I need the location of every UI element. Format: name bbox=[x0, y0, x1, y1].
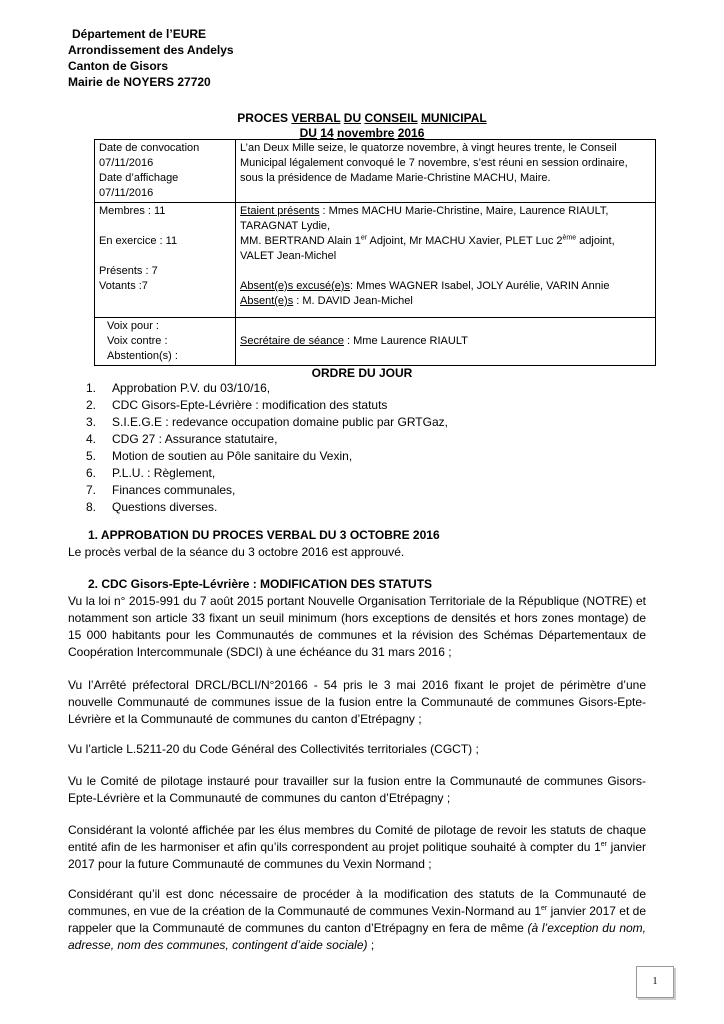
secretaire-name: : Mme Laurence RIAULT bbox=[343, 335, 468, 347]
absents-label: Absent(e)s bbox=[240, 295, 294, 307]
section2-paragraph: Vu la loi n° 2015-991 du 7 août 2015 portant Nouvelle Organisation Territoriale de la République (NOTRE) et notamment son article 33 fixant un seuil minimum (hors exceptions de densités et hors zones montage) de 15 000 habitants pour les Communautés de communes et la révision des Schémas Départementaux de Coopération Intercommunale (SDCI) à une échéance du 31 mars 2016 ; bbox=[68, 594, 646, 659]
absents-list: : M. DAVID Jean-Michel bbox=[293, 295, 413, 307]
presents-count: Présents : 7 bbox=[99, 265, 158, 277]
en-exercice-count: En exercice : 11 bbox=[99, 235, 178, 247]
title-word: MUNICIPAL bbox=[420, 111, 487, 125]
agenda-text: P.L.U. : Règlement, bbox=[112, 466, 216, 480]
presents-men-text: adjoint, VALET Jean-Michel bbox=[240, 235, 615, 262]
agenda-number: 8. bbox=[86, 500, 97, 514]
convocation-date: 07/11/2016 bbox=[99, 157, 154, 169]
paragraph-text: Considérant qu’il est donc nécessaire de procéder à la modification des statuts de la Communauté de communes, en vue de la création de la Communauté de communes Vexin-Normand au 1 bbox=[68, 887, 646, 918]
agenda-number: 4. bbox=[86, 432, 97, 446]
title-word: CONSEIL bbox=[364, 111, 418, 125]
agenda-item bbox=[86, 397, 448, 414]
abstention: Abstention(s) : bbox=[107, 350, 178, 362]
section1-text: Le procès verbal de la séance du 3 octobre 2016 est approuvé. bbox=[68, 545, 405, 559]
agenda-number: 5. bbox=[86, 449, 97, 463]
title-day: 14 bbox=[320, 126, 334, 140]
absents-paragraph bbox=[240, 294, 651, 309]
session-info-table bbox=[94, 139, 656, 366]
presents-men-text: MM. BERTRAND Alain 1 bbox=[240, 235, 361, 247]
paragraph-text: Considérant la volonté affichée par les élus membres du Comité de pilotage de revoir les statuts de chaque entité afin de les harmoniser et afin qu’ils correspondent au projet politique souhaité à compter du 1 bbox=[68, 823, 646, 854]
section2-paragraph bbox=[68, 886, 646, 954]
agenda-text: S.I.E.G.E : redevance occupation domaine public par GRTGaz, bbox=[112, 415, 448, 429]
section2-paragraph bbox=[68, 822, 646, 873]
title-year: 2016 bbox=[397, 126, 425, 140]
dates-cell bbox=[95, 140, 236, 203]
paragraph-text: ; bbox=[367, 938, 375, 952]
agenda-list bbox=[86, 380, 448, 516]
superscript: er bbox=[541, 905, 548, 912]
secretary-cell bbox=[236, 318, 656, 366]
superscript: er bbox=[600, 841, 607, 848]
votants-count: Votants :7 bbox=[99, 280, 148, 292]
agenda-heading: ORDRE DU JOUR bbox=[311, 366, 413, 380]
presents-label: Etaient présents bbox=[240, 205, 320, 217]
presents-list: : Mmes MACHU Marie-Christine, Maire, Laurence RIAULT, TARAGNAT Lydie, bbox=[240, 205, 609, 232]
canton-line: Canton de Gisors bbox=[68, 59, 169, 73]
agenda-number: 2. bbox=[86, 398, 97, 412]
agenda-number: 3. bbox=[86, 415, 97, 429]
excuses-paragraph bbox=[240, 279, 651, 294]
title-word: DU bbox=[299, 126, 317, 140]
department-line: Département de l’EURE bbox=[72, 27, 207, 41]
page-number: 1 bbox=[636, 966, 674, 998]
agenda-text: Motion de soutien au Pôle sanitaire du Vexin, bbox=[112, 449, 353, 463]
agenda-text: CDG 27 : Assurance statutaire, bbox=[112, 432, 278, 446]
agenda-item bbox=[86, 448, 448, 465]
agenda-text: Approbation P.V. du 03/10/16, bbox=[112, 381, 271, 395]
agenda-number: 1. bbox=[86, 381, 97, 395]
superscript: er bbox=[360, 234, 368, 242]
superscript: ème bbox=[562, 234, 577, 242]
arrondissement-line: Arrondissement des Andelys bbox=[68, 43, 234, 57]
agenda-item bbox=[86, 414, 448, 431]
section2-paragraph: Vu l’Arrêté préfectoral DRCL/BCLI/N°20166 - 54 pris le 3 mai 2016 fixant le projet de périmètre d’une nouvelle Communauté de communes issue de la fusion entre la Communauté de communes Gisors-Epte-Lévrière et la Communauté de communes du canton d’Etrépagny ; bbox=[68, 678, 646, 726]
italic-text: (à l’exception du nom, adresse, nom des communes, contingent d’aide sociale) bbox=[68, 921, 646, 952]
paragraph-text: janvier 2017 pour la future Communauté de communes du Vexin Normand ; bbox=[68, 840, 647, 871]
agenda-text: Questions diverses. bbox=[112, 500, 218, 514]
title-word: PROCES bbox=[237, 111, 288, 125]
agenda-item bbox=[86, 380, 448, 397]
letterhead bbox=[68, 26, 234, 90]
affichage-label: Date d’affichage bbox=[99, 172, 179, 184]
excuses-label: Absent(e)s excusé(e)s bbox=[240, 280, 351, 292]
attendance-cell bbox=[236, 203, 656, 318]
agenda-item bbox=[86, 431, 448, 448]
title-word: DU bbox=[343, 111, 362, 125]
affichage-date: 07/11/2016 bbox=[99, 187, 154, 199]
agenda-item bbox=[86, 499, 448, 516]
membres-count: Membres : 11 bbox=[99, 205, 166, 217]
agenda-text: Finances communales, bbox=[112, 483, 236, 497]
paragraph-text: janvier 2017 et de rappeler que la Communauté de communes du canton d’Etrépagny en fera de même bbox=[68, 904, 646, 935]
votes-cell bbox=[95, 318, 236, 366]
section1-heading: 1. APPROBATION DU PROCES VERBAL DU 3 OCTOBRE 2016 bbox=[88, 528, 440, 542]
agenda-text: CDC Gisors-Epte-Lévrière : modification des statuts bbox=[112, 398, 388, 412]
agenda-item bbox=[86, 482, 448, 499]
agenda-item bbox=[86, 465, 448, 482]
agenda-number: 6. bbox=[86, 466, 97, 480]
presents-men-text: Adjoint, Mr MACHU Xavier, PLET Luc 2 bbox=[367, 235, 563, 247]
document-title-line1 bbox=[0, 110, 724, 126]
voix-contre: Voix contre : bbox=[107, 335, 168, 347]
presents-men-paragraph bbox=[240, 234, 651, 264]
secretaire-label: Secrétaire de séance bbox=[240, 335, 344, 347]
voix-pour: Voix pour : bbox=[107, 320, 159, 332]
section2-heading: 2. CDC Gisors-Epte-Lévrière : MODIFICATION DES STATUTS bbox=[88, 577, 433, 591]
mairie-line: Mairie de NOYERS 27720 bbox=[68, 75, 211, 89]
convocation-label: Date de convocation bbox=[99, 142, 200, 154]
section2-paragraph: Vu l’article L.5211-20 du Code Général des Collectivités territoriales (CGCT) ; bbox=[68, 742, 479, 756]
title-word: VERBAL bbox=[291, 111, 341, 125]
members-cell bbox=[95, 203, 236, 318]
section2-paragraph: Vu le Comité de pilotage instauré pour travailler sur la fusion entre la Communauté de communes Gisors-Epte-Lévrière et la Communauté de communes du canton d’Etrépagny ; bbox=[68, 774, 646, 805]
session-intro: L’an Deux Mille seize, le quatorze novembre, à vingt heures trente, le Conseil Municipal légalement convoqué le 7 novembre, s’est réuni en session ordinaire, sous la présidence de Madame Marie-Christine MACHU, Maire. bbox=[240, 142, 628, 184]
session-intro-cell bbox=[236, 140, 656, 203]
title-month: novembre bbox=[336, 126, 395, 140]
agenda-number: 7. bbox=[86, 483, 97, 497]
presents-paragraph bbox=[240, 204, 651, 234]
excuses-list: : Mmes WAGNER Isabel, JOLY Aurélie, VARIN Annie bbox=[350, 280, 610, 292]
